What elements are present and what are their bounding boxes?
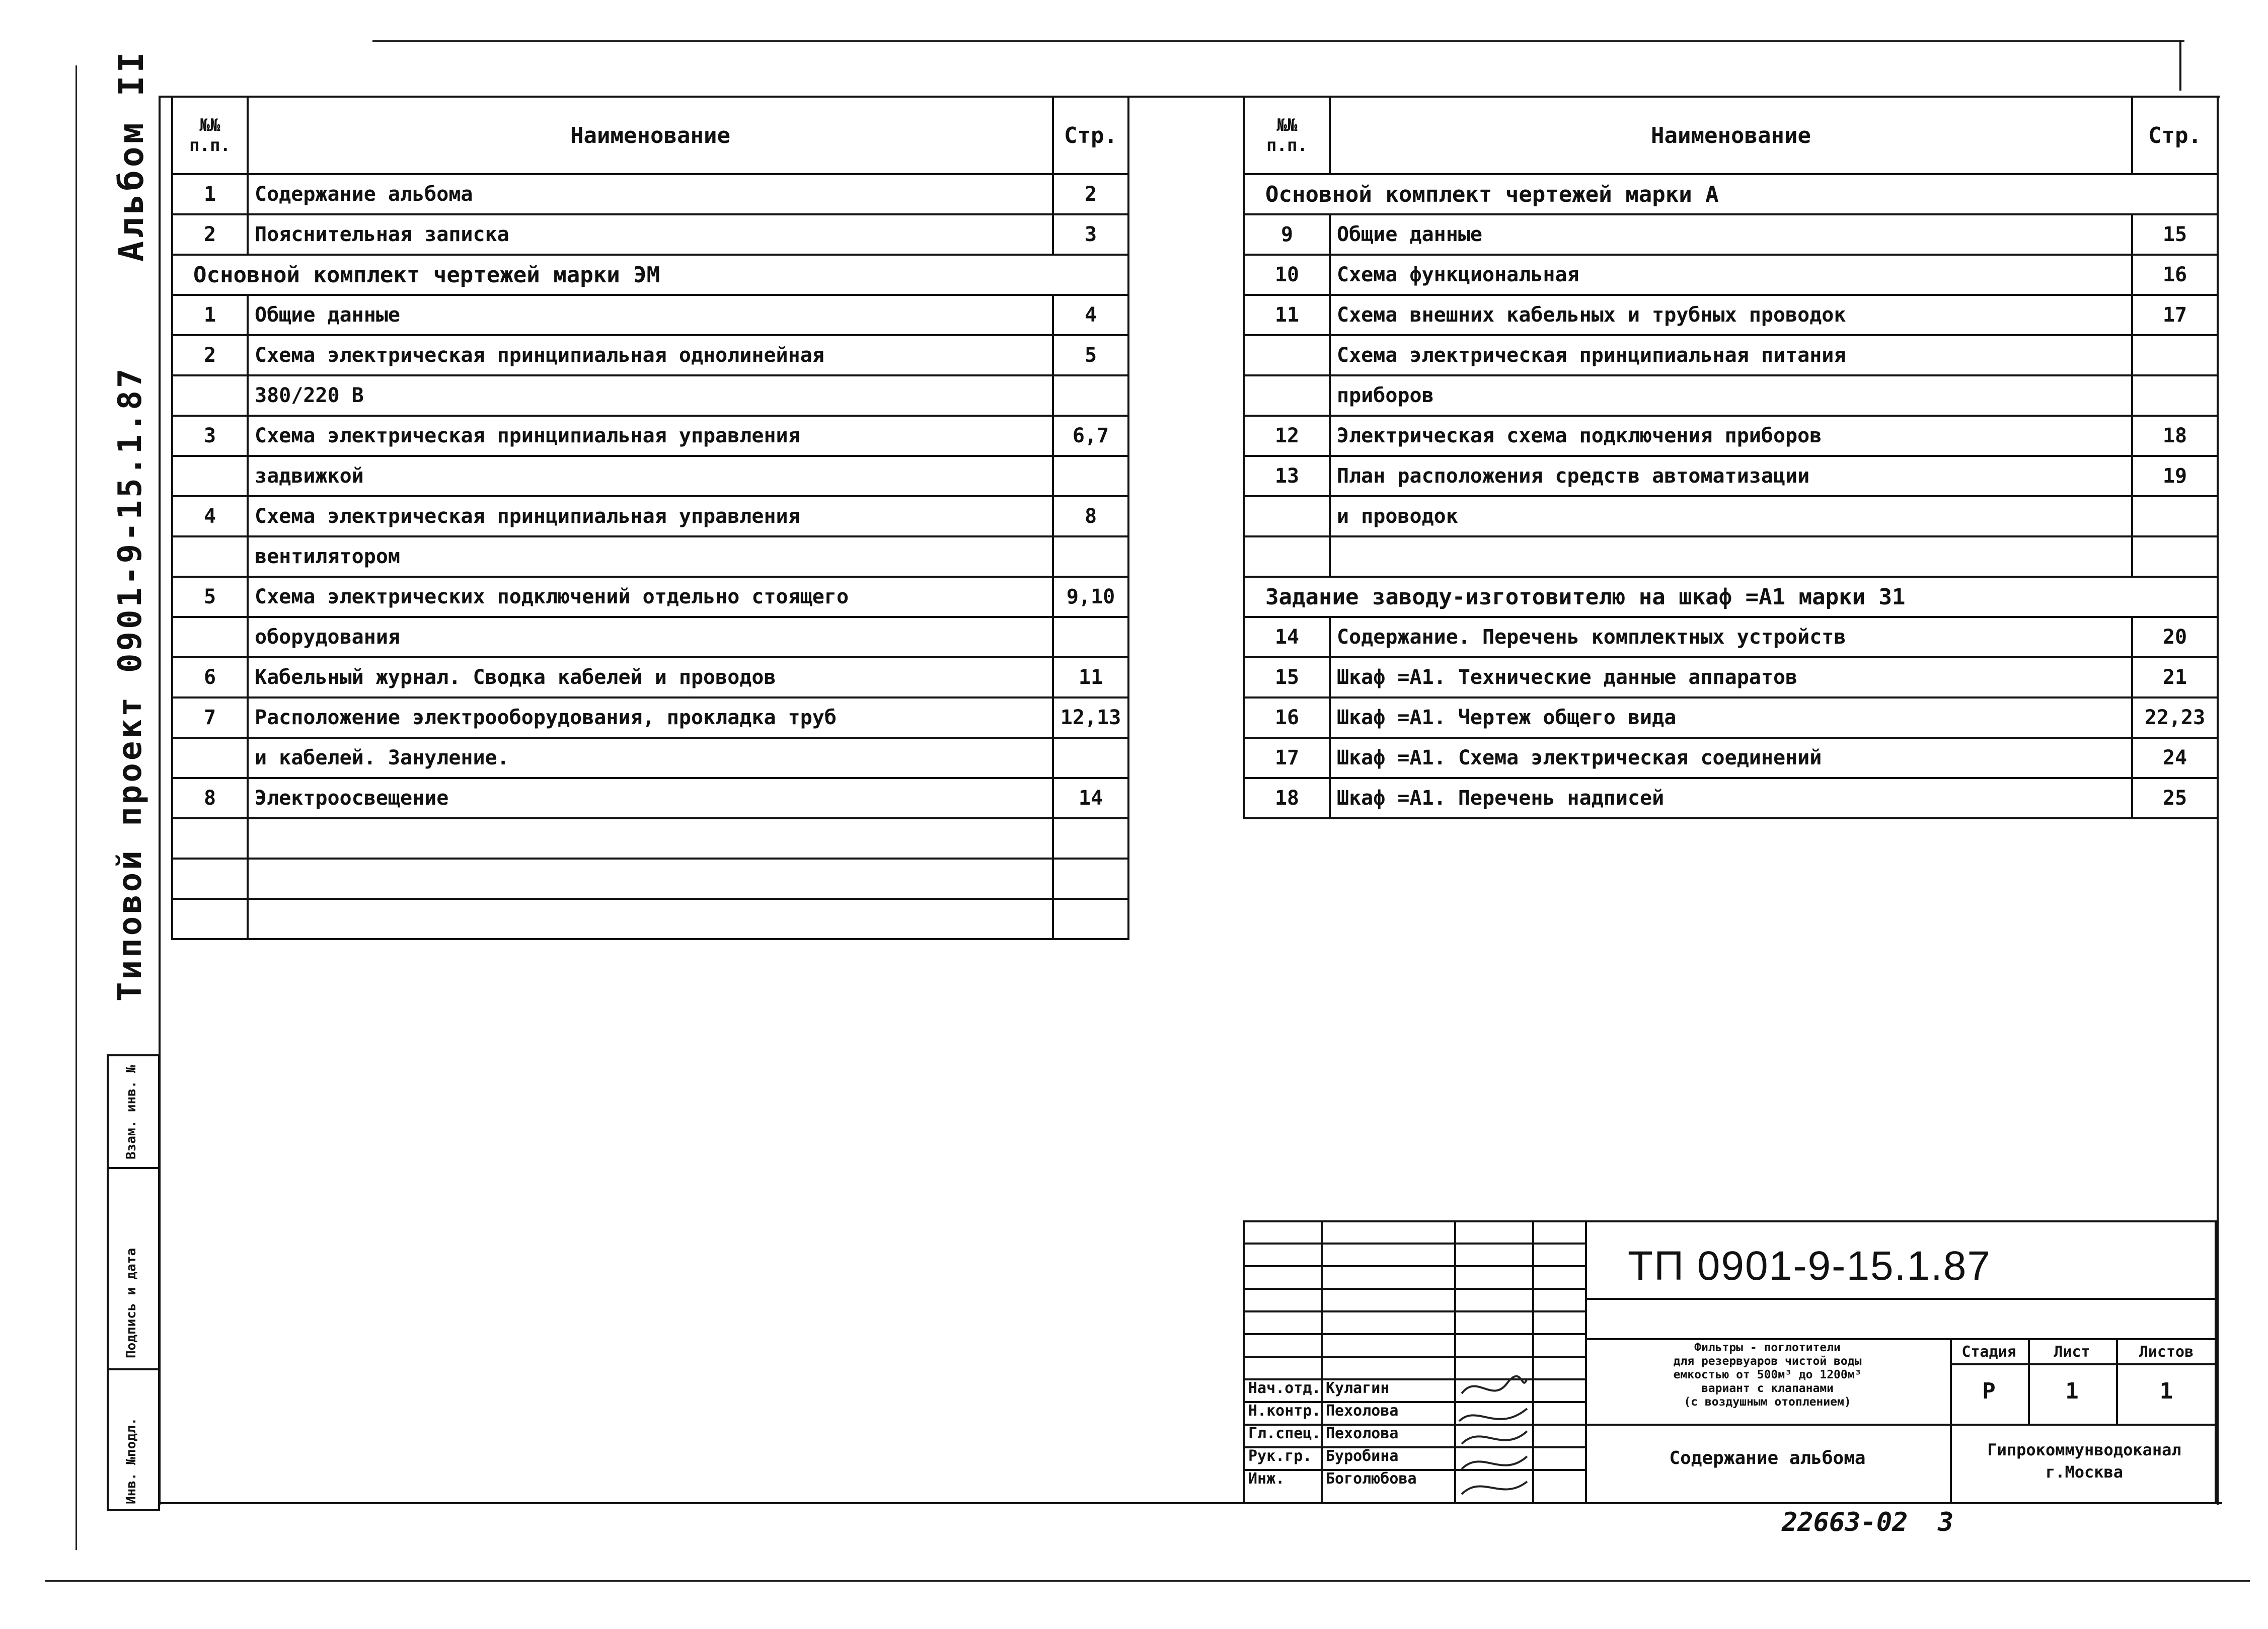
row-name: Схема электрических подключений отдельно стоящего bbox=[248, 577, 1053, 617]
page-number: 3 bbox=[1938, 1507, 1954, 1537]
row-name bbox=[248, 899, 1053, 939]
row-number bbox=[1244, 335, 1330, 375]
document-code: ТП 0901-9-15.1.87 bbox=[1628, 1243, 1992, 1289]
row-name: оборудования bbox=[248, 617, 1053, 657]
section-title: Основной комплект чертежей марки А bbox=[1244, 174, 2218, 214]
side-stamp bbox=[107, 1054, 160, 1511]
sheet-label: Лист bbox=[2054, 1343, 2090, 1361]
table-row bbox=[172, 456, 1128, 496]
section-title: Задание заводу-изготовителю на шкаф =А1 марки 31 bbox=[1244, 577, 2218, 617]
row-page: 16 bbox=[2132, 255, 2218, 295]
row-name: Шкаф =А1. Технические данные аппаратов bbox=[1330, 657, 2132, 697]
row-number: 1 bbox=[172, 295, 248, 335]
section-row bbox=[172, 255, 1128, 295]
row-page bbox=[2132, 536, 2218, 577]
inventory-number: 22663-02 bbox=[1782, 1507, 1908, 1537]
row-page: 5 bbox=[1053, 335, 1128, 375]
row-page: 20 bbox=[2132, 617, 2218, 657]
row-number: 8 bbox=[172, 778, 248, 818]
table-row bbox=[172, 577, 1128, 617]
table-row bbox=[172, 818, 1128, 859]
row-number: 4 bbox=[172, 496, 248, 536]
row-name: Шкаф =А1. Перечень надписей bbox=[1330, 778, 2132, 818]
row-name: Электроосвещение bbox=[248, 778, 1053, 818]
table-row bbox=[1244, 335, 2218, 375]
row-page bbox=[1053, 536, 1128, 577]
row-name: Схема внешних кабельных и трубных проводок bbox=[1330, 295, 2132, 335]
table-row bbox=[1244, 536, 2218, 577]
row-number: 6 bbox=[172, 657, 248, 697]
row-page: 3 bbox=[1053, 214, 1128, 255]
row-number: 15 bbox=[1244, 657, 1330, 697]
row-page: 8 bbox=[1053, 496, 1128, 536]
row-name: задвижкой bbox=[248, 456, 1053, 496]
header-page: Стр. bbox=[1053, 97, 1128, 174]
row-page: 21 bbox=[2132, 657, 2218, 697]
row-number bbox=[172, 859, 248, 899]
table-row bbox=[172, 697, 1128, 738]
table-row bbox=[1244, 375, 2218, 416]
object-line: для резервуаров чистой воды bbox=[1673, 1355, 1862, 1368]
row-number: 13 bbox=[1244, 456, 1330, 496]
row-name: Пояснительная записка bbox=[248, 214, 1053, 255]
stage-label: Стадия bbox=[1961, 1343, 2016, 1361]
row-number bbox=[172, 456, 248, 496]
staff-name: Буробина bbox=[1326, 1447, 1399, 1465]
row-page bbox=[1053, 617, 1128, 657]
row-page: 15 bbox=[2132, 214, 2218, 255]
organization-name: Гипрокоммунводоканал bbox=[1987, 1440, 2181, 1459]
sheets-label: Листов bbox=[2139, 1343, 2194, 1361]
sheet-value: 1 bbox=[2065, 1378, 2079, 1404]
header-page: Стр. bbox=[2132, 97, 2218, 174]
row-number: 5 bbox=[172, 577, 248, 617]
row-name: Общие данные bbox=[1330, 214, 2132, 255]
row-page bbox=[2132, 335, 2218, 375]
row-number: 9 bbox=[1244, 214, 1330, 255]
table-row bbox=[1244, 617, 2218, 657]
row-name: Схема электрическая принципиальная управления bbox=[248, 416, 1053, 456]
header-num: №№ п.п. bbox=[172, 97, 248, 174]
sheet-corner-mark bbox=[2179, 40, 2181, 91]
table-row bbox=[1244, 738, 2218, 778]
stamp-label-inventory: Инв. №подл. bbox=[124, 1417, 139, 1504]
row-name: Общие данные bbox=[248, 295, 1053, 335]
row-number bbox=[1244, 375, 1330, 416]
row-name: Кабельный журнал. Сводка кабелей и проводов bbox=[248, 657, 1053, 697]
stamp-label-replaced: Взам. инв. № bbox=[124, 1065, 139, 1159]
row-name: и проводок bbox=[1330, 496, 2132, 536]
album-label: Альбом II bbox=[112, 49, 152, 262]
row-page bbox=[1053, 899, 1128, 939]
table-row bbox=[1244, 496, 2218, 536]
table-row bbox=[172, 174, 1128, 214]
table-row bbox=[172, 416, 1128, 456]
staff-name: Пехолова bbox=[1326, 1402, 1399, 1420]
row-page: 24 bbox=[2132, 738, 2218, 778]
table-row bbox=[1244, 295, 2218, 335]
row-page bbox=[2132, 496, 2218, 536]
row-name: вентилятором bbox=[248, 536, 1053, 577]
row-page bbox=[1053, 859, 1128, 899]
section-title: Основной комплект чертежей марки ЭМ bbox=[172, 255, 1128, 295]
row-page: 2 bbox=[1053, 174, 1128, 214]
row-page bbox=[1053, 818, 1128, 859]
row-page: 25 bbox=[2132, 778, 2218, 818]
organization-city: г.Москва bbox=[2045, 1462, 2124, 1482]
header-name: Наименование bbox=[248, 97, 1053, 174]
row-page: 6,7 bbox=[1053, 416, 1128, 456]
table-row bbox=[172, 899, 1128, 939]
row-page bbox=[1053, 375, 1128, 416]
row-name: 380/220 В bbox=[248, 375, 1053, 416]
table-row bbox=[1244, 697, 2218, 738]
table-row bbox=[1244, 778, 2218, 818]
table-row bbox=[1244, 416, 2218, 456]
table-row bbox=[1244, 214, 2218, 255]
sheet-name: Содержание альбома bbox=[1669, 1448, 1866, 1468]
sheet-top-edge bbox=[372, 40, 2184, 42]
sheet-left-edge bbox=[75, 65, 77, 1550]
staff-role: Рук.гр. bbox=[1248, 1447, 1312, 1465]
row-number: 2 bbox=[172, 214, 248, 255]
row-page bbox=[2132, 375, 2218, 416]
sheet-bottom-edge bbox=[45, 1580, 2250, 1582]
table-row bbox=[172, 335, 1128, 375]
object-line: вариант с клапанами bbox=[1701, 1382, 1834, 1395]
row-page: 12,13 bbox=[1053, 697, 1128, 738]
row-number bbox=[1244, 536, 1330, 577]
table-row bbox=[1244, 255, 2218, 295]
section-row bbox=[1244, 174, 2218, 214]
row-page bbox=[1053, 738, 1128, 778]
sheets-value: 1 bbox=[2159, 1378, 2173, 1404]
row-page: 18 bbox=[2132, 416, 2218, 456]
row-number: 7 bbox=[172, 697, 248, 738]
title-block bbox=[1243, 1220, 2217, 1504]
row-page: 19 bbox=[2132, 456, 2218, 496]
row-name: и кабелей. Зануление. bbox=[248, 738, 1053, 778]
row-name bbox=[248, 859, 1053, 899]
row-page: 17 bbox=[2132, 295, 2218, 335]
row-name: Расположение электрооборудования, прокладка труб bbox=[248, 697, 1053, 738]
row-number: 18 bbox=[1244, 778, 1330, 818]
row-number bbox=[1244, 496, 1330, 536]
row-number: 10 bbox=[1244, 255, 1330, 295]
row-number: 2 bbox=[172, 335, 248, 375]
header-name: Наименование bbox=[1330, 97, 2132, 174]
table-header bbox=[172, 97, 1128, 174]
row-name: приборов bbox=[1330, 375, 2132, 416]
row-number: 3 bbox=[172, 416, 248, 456]
row-page: 9,10 bbox=[1053, 577, 1128, 617]
row-number bbox=[172, 899, 248, 939]
table-row bbox=[172, 778, 1128, 818]
row-page: 11 bbox=[1053, 657, 1128, 697]
row-number: 11 bbox=[1244, 295, 1330, 335]
row-number bbox=[172, 738, 248, 778]
row-name: План расположения средств автоматизации bbox=[1330, 456, 2132, 496]
table-row bbox=[1244, 657, 2218, 697]
row-name bbox=[248, 818, 1053, 859]
right-contents-table bbox=[1243, 96, 2219, 819]
staff-name: Пехолова bbox=[1326, 1425, 1399, 1442]
object-description bbox=[1587, 1341, 1947, 1409]
row-name: Схема электрическая принципиальная питания bbox=[1330, 335, 2132, 375]
row-page: 22,23 bbox=[2132, 697, 2218, 738]
left-contents-table bbox=[171, 96, 1129, 940]
row-page: 14 bbox=[1053, 778, 1128, 818]
project-label: Типовой проект 0901-9-15.1.87 bbox=[112, 366, 149, 1001]
section-row bbox=[1244, 577, 2218, 617]
row-number bbox=[172, 375, 248, 416]
row-number bbox=[172, 818, 248, 859]
row-name: Шкаф =А1. Чертеж общего вида bbox=[1330, 697, 2132, 738]
staff-role: Н.контр. bbox=[1248, 1402, 1321, 1420]
object-line: Фильтры - поглотители bbox=[1694, 1341, 1841, 1354]
row-page bbox=[1053, 456, 1128, 496]
stage-value: Р bbox=[1982, 1378, 1996, 1404]
row-name: Содержание альбома bbox=[248, 174, 1053, 214]
row-number bbox=[172, 536, 248, 577]
table-row bbox=[172, 657, 1128, 697]
row-page: 4 bbox=[1053, 295, 1128, 335]
table-row bbox=[172, 496, 1128, 536]
row-number: 14 bbox=[1244, 617, 1330, 657]
table-row bbox=[172, 536, 1128, 577]
row-number bbox=[172, 617, 248, 657]
table-row bbox=[172, 859, 1128, 899]
row-number: 17 bbox=[1244, 738, 1330, 778]
staff-role: Инж. bbox=[1248, 1470, 1285, 1488]
table-row bbox=[1244, 456, 2218, 496]
organization bbox=[1952, 1439, 2217, 1483]
object-line: емкостью от 500м³ до 1200м³ bbox=[1673, 1368, 1862, 1381]
staff-name: Кулагин bbox=[1326, 1379, 1390, 1397]
row-name: Схема электрическая принципиальная однолинейная bbox=[248, 335, 1053, 375]
row-name: Схема электрическая принципиальная управления bbox=[248, 496, 1053, 536]
stamp-label-signature: Подпись и дата bbox=[124, 1248, 139, 1358]
staff-role: Гл.спец. bbox=[1248, 1425, 1321, 1442]
row-name: Содержание. Перечень комплектных устройств bbox=[1330, 617, 2132, 657]
row-number: 12 bbox=[1244, 416, 1330, 456]
table-row bbox=[172, 214, 1128, 255]
row-name bbox=[1330, 536, 2132, 577]
header-num: №№ п.п. bbox=[1244, 97, 1330, 174]
row-name: Схема функциональная bbox=[1330, 255, 2132, 295]
table-row bbox=[172, 295, 1128, 335]
row-number: 16 bbox=[1244, 697, 1330, 738]
object-line: (с воздушным отоплением) bbox=[1684, 1395, 1851, 1409]
row-number: 1 bbox=[172, 174, 248, 214]
table-row bbox=[172, 375, 1128, 416]
signature-marks bbox=[1457, 1373, 1532, 1504]
staff-name: Боголюбова bbox=[1326, 1470, 1417, 1488]
row-name: Электрическая схема подключения приборов bbox=[1330, 416, 2132, 456]
table-row bbox=[172, 738, 1128, 778]
staff-role: Нач.отд. bbox=[1248, 1379, 1321, 1397]
table-header bbox=[1244, 97, 2218, 174]
row-name: Шкаф =А1. Схема электрическая соединений bbox=[1330, 738, 2132, 778]
table-row bbox=[172, 617, 1128, 657]
